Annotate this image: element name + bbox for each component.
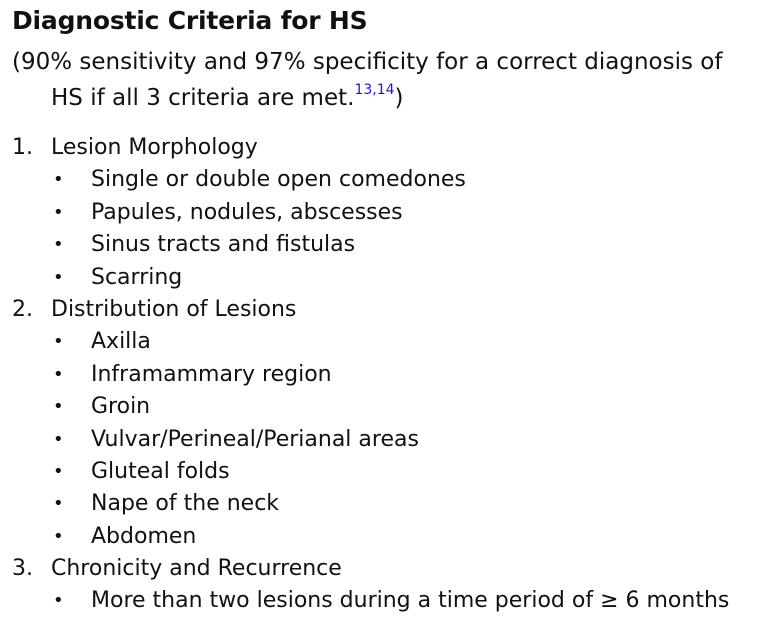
intro-text — [12, 44, 762, 116]
intro-line-2-text: HS if all 3 criteria are met. — [51, 85, 355, 111]
list-item — [0, 391, 766, 423]
list-item — [0, 424, 766, 456]
bullet-icon: • — [53, 363, 64, 385]
intro-line-1: (90% sensitivity and 97% specificity for a correct diagnosis of — [12, 49, 723, 75]
bullet-icon: • — [53, 201, 64, 223]
bullet-icon: • — [53, 590, 64, 612]
criterion-heading — [0, 294, 766, 326]
criterion-label: Lesion Morphology — [51, 135, 258, 160]
list-item — [0, 229, 766, 261]
list-item-label: Sinus tracts and fistulas — [91, 232, 356, 258]
criterion-label: Distribution of Lesions — [51, 296, 297, 322]
page-title: Diagnostic Criteria for HS — [12, 6, 368, 35]
bullet-icon: • — [53, 234, 64, 256]
bullet-icon: • — [53, 169, 64, 191]
list-item-label: Groin — [91, 394, 151, 420]
criterion-heading — [0, 553, 766, 585]
list-item-label: Scarring — [91, 264, 183, 290]
list-item-label: Inframammary region — [91, 361, 332, 387]
list-item — [0, 262, 766, 294]
list-item — [0, 164, 766, 196]
intro-close-paren: ) — [394, 85, 404, 111]
list-item-label: Axilla — [91, 329, 151, 355]
criteria-list — [0, 132, 766, 618]
list-item — [0, 456, 766, 488]
bullet-icon: • — [53, 493, 64, 515]
list-item-label: Single or double open comedones — [91, 167, 466, 193]
list-item — [0, 197, 766, 229]
list-item-label: More than two lesions during a time period of ≥ 6 months — [91, 588, 730, 614]
intro-line-2 — [12, 80, 762, 116]
citation-link[interactable]: 13,14 — [354, 82, 395, 98]
list-item-label: Vulvar/Perineal/Perianal areas — [91, 426, 419, 452]
bullet-icon: • — [53, 525, 64, 547]
list-item-label: Abdomen — [91, 523, 197, 549]
list-item — [0, 326, 766, 358]
criterion-heading — [0, 132, 766, 164]
list-item-label: Papules, nodules, abscesses — [91, 199, 403, 225]
criterion-number: 2. — [12, 296, 33, 322]
bullet-icon: • — [53, 428, 64, 450]
list-item — [0, 521, 766, 553]
bullet-icon: • — [53, 460, 64, 482]
list-item-label: Nape of the neck — [91, 491, 280, 517]
list-item-label: Gluteal folds — [91, 458, 230, 484]
bullet-icon: • — [53, 396, 64, 418]
list-item — [0, 488, 766, 520]
criterion-number: 1. — [12, 135, 33, 160]
list-item — [0, 585, 766, 617]
criterion-label: Chronicity and Recurrence — [51, 556, 342, 582]
list-item — [0, 359, 766, 391]
criterion-number: 3. — [12, 556, 33, 582]
bullet-icon: • — [53, 266, 64, 288]
bullet-icon: • — [53, 331, 64, 353]
